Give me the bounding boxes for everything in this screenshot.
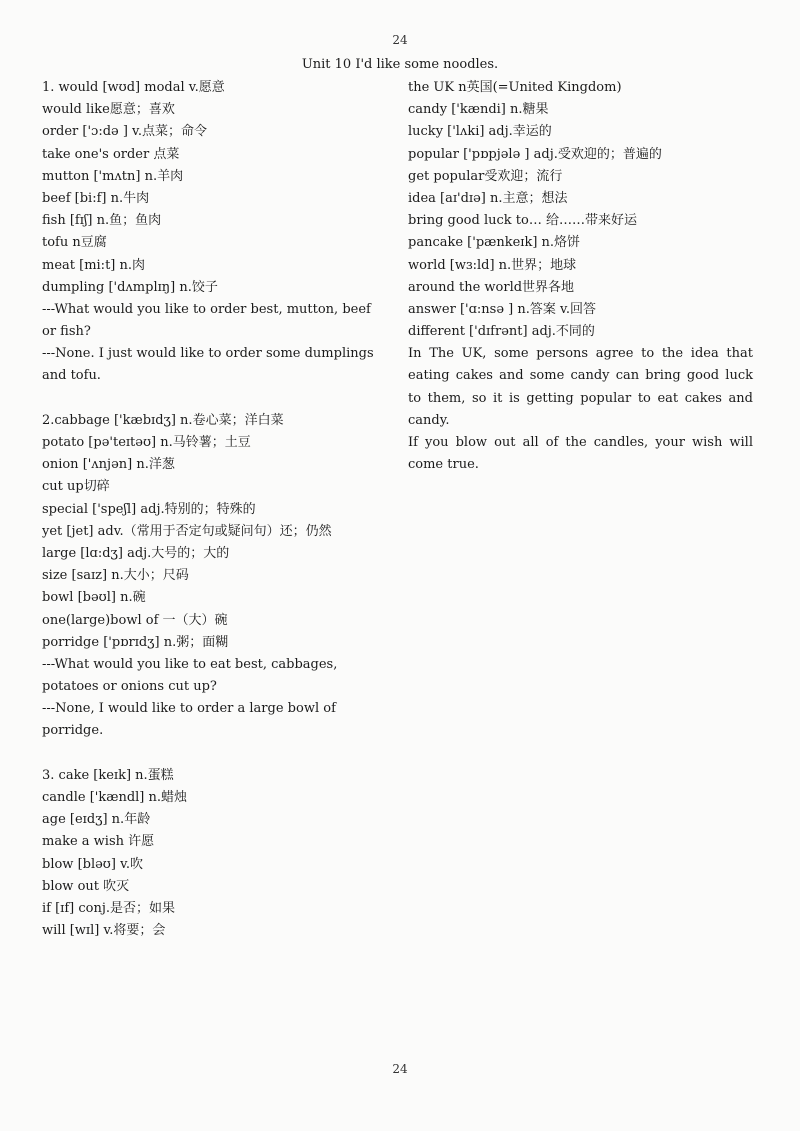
vocab-line: 1. would [wʊd] modal v.愿意 — [42, 80, 225, 95]
vocab-line: candle ['kændl] n.蜡烛 — [42, 790, 188, 805]
vocab-line: would like愿意；喜欢 — [42, 102, 175, 118]
vocab-line: around the world世界各地 — [408, 279, 575, 295]
vocab-line: cut up切碎 — [42, 479, 110, 495]
section-gap — [42, 743, 382, 765]
vocab-line: answer ['ɑ:nsə ] n.答案 v.回答 — [408, 301, 596, 317]
vocab-line: mutton ['mʌtn] n.羊肉 — [42, 168, 184, 184]
vocab-line: 3. cake [keɪk] n.蛋糕 — [42, 767, 174, 783]
vocab-line: tofu n豆腐 — [42, 235, 107, 251]
vocab-line: age [eɪdʒ] n.年龄 — [42, 812, 151, 828]
vocab-line: will [wɪl] v.将要；会 — [42, 923, 166, 939]
vocab-line: ---What would you like to order best, mutton, beef — [42, 301, 371, 317]
vocab-line: bowl [bəʊl] n.碗 — [42, 590, 146, 606]
vocab-section-1 — [42, 77, 382, 388]
vocab-line: fish [fɪʃ] n.鱼；鱼肉 — [42, 213, 162, 229]
page-number-bottom: 24 — [392, 1062, 408, 1076]
vocab-line: if [ɪf] conj.是否；如果 — [42, 900, 175, 916]
paragraph-wish: If you blow out all of the candles, your wish will come true. — [408, 435, 753, 473]
vocab-line: potato [pə'teɪtəʊ] n.马铃薯；土豆 — [42, 435, 251, 450]
vocab-line: beef [bi:f] n.牛肉 — [42, 190, 150, 206]
vocab-section-right — [408, 77, 753, 343]
vocab-line: get popular受欢迎；流行 — [408, 168, 563, 184]
vocab-line: porridge ['pɒrɪdʒ] n.粥；面糊 — [42, 634, 229, 650]
vocab-line: blow [bləʊ] v.吹 — [42, 856, 144, 872]
vocab-line: porridge. — [42, 723, 104, 739]
vocab-line: dumpling ['dʌmplɪŋ] n.饺子 — [42, 279, 218, 295]
vocab-line: and tofu. — [42, 368, 101, 384]
right-column — [408, 77, 753, 476]
vocab-line: popular ['pɒpjələ ] adj.受欢迎的；普遍的 — [408, 146, 662, 162]
paragraph-uk-custom: In The UK, some persons agree to the idea that eating cakes and some candy can bring good luck to them, so it is getting popular to eat cakes and candy. — [408, 346, 753, 428]
vocab-line: blow out 吹灭 — [42, 878, 130, 894]
vocab-line: lucky ['lʌki] adj.幸运的 — [408, 124, 552, 140]
vocab-line: meat [mi:t] n.肉 — [42, 257, 145, 273]
vocab-line: size [saɪz] n.大小；尺码 — [42, 568, 189, 584]
vocab-line: different ['dɪfrənt] adj.不同的 — [408, 324, 595, 340]
vocab-line: idea [aɪ'dɪə] n.主意；想法 — [408, 190, 568, 206]
unit-title: Unit 10 I'd like some noodles. — [301, 57, 499, 72]
vocab-line: potatoes or onions cut up? — [42, 679, 217, 695]
vocab-line: large [lɑ:dʒ] adj.大号的；大的 — [42, 545, 230, 561]
vocab-line: yet [jet] adv.（常用于否定句或疑问句）还；仍然 — [42, 523, 332, 539]
vocab-line: make a wish 许愿 — [42, 834, 155, 850]
left-column — [42, 77, 382, 942]
page-number-top: 24 — [392, 33, 408, 47]
vocab-line: special ['speʃl] adj.特别的；特殊的 — [42, 501, 256, 517]
vocab-line: onion ['ʌnjən] n.洋葱 — [42, 457, 175, 473]
vocab-line: pancake ['pænkeɪk] n.烙饼 — [408, 235, 581, 251]
section-gap — [42, 388, 382, 410]
vocab-line: 2.cabbage ['kæbɪdʒ] n.卷心菜；洋白菜 — [42, 412, 284, 428]
vocab-line: world [wɜ:ld] n.世界；地球 — [408, 257, 577, 273]
vocab-line: candy ['kændi] n.糖果 — [408, 102, 549, 118]
vocab-section-2 — [42, 410, 382, 743]
vocab-line: order ['ɔ:də ] v.点菜；命令 — [42, 124, 207, 140]
vocab-line: the UK n英国(=United Kingdom) — [408, 80, 622, 95]
vocab-line: ---None, I would like to order a large bowl of — [42, 701, 336, 717]
vocab-line: ---None. I just would like to order some dumplings — [42, 346, 374, 362]
vocab-line: bring good luck to… 给……带来好运 — [408, 213, 637, 229]
vocab-line: or fish? — [42, 324, 91, 340]
vocab-line: ---What would you like to eat best, cabbages, — [42, 656, 338, 672]
vocab-line: one(large)bowl of 一（大）碗 — [42, 612, 228, 628]
vocab-section-3 — [42, 765, 382, 943]
vocab-line: take one's order 点菜 — [42, 146, 180, 162]
